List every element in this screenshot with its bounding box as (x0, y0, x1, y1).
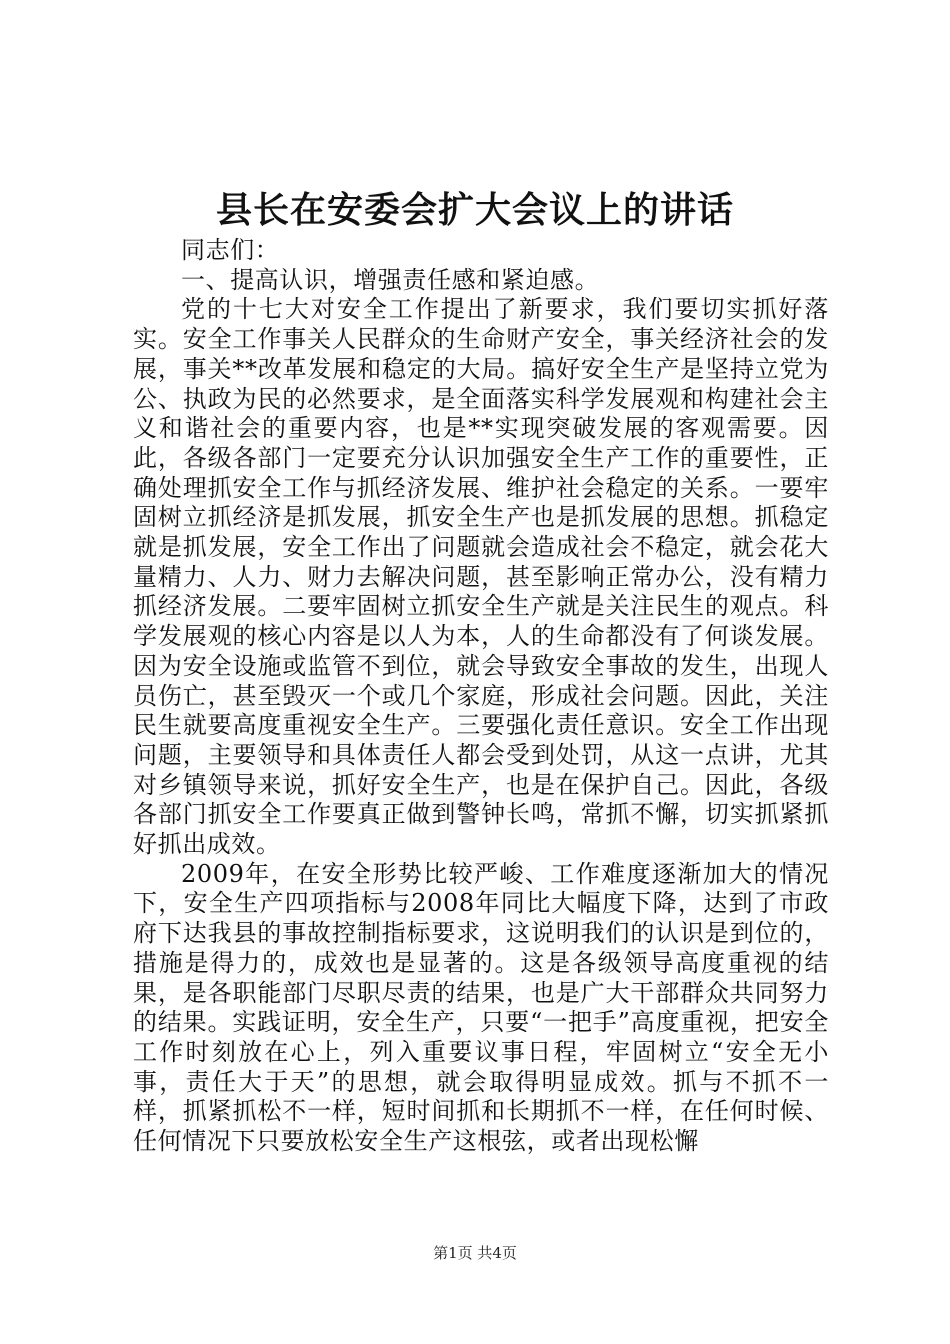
paragraph-section-heading: 一、提高认识，增强责任感和紧迫感。 (181, 265, 600, 294)
document-body (133, 236, 829, 1157)
paragraph-body: 2009年，在安全形势比较严峻、工作难度逐渐加大的情况下，安全生产四项指标与2008年同比大幅度下降，达到了市政府下达我县的事故控制指标要求，这说明我们的认识是到位的，措施是得力的，成效也是显著的。这是各级领导高度重视的结果，是各职能部门尽职尽责的结果，也是广大干部群众共同努力的结果。实践证明，安全生产，只要“一把手”高度重视，把安全工作时刻放在心上，列入重要议事日程，牢固树立“安全无小事，责任大于天”的思想，就会取得明显成效。抓与不抓不一样，抓紧抓松不一样，短时间抓和长期抓不一样，在任何时候、任何情况下只要放松安全生产这根弦，或者出现松懈 (133, 859, 829, 1156)
paragraph-body: 党的十七大对安全工作提出了新要求，我们要切实抓好落实。安全工作事关人民群众的生命财产安全，事关经济社会的发展，事关**改革发展和稳定的大局。搞好安全生产是坚持立党为公、执政为民的必然要求，是全面落实科学发展观和构建社会主义和谐社会的重要内容，也是**实现突破发展的客观需要。因此，各级各部门一定要充分认识加强安全生产工作的重要性，正确处理抓安全工作与抓经济发展、维护社会稳定的关系。一要牢固树立抓经济是抓发展，抓安全生产也是抓发展的思想。抓稳定就是抓发展，安全工作出了问题就会造成社会不稳定，就会花大量精力、人力、财力去解决问题，甚至影响正常办公，没有精力抓经济发展。二要牢固树立抓安全生产就是关注民生的观点。科学发展观的核心内容是以人为本，人的生命都没有了何谈发展。因为安全设施或监管不到位，就会导致安全事故的发生，出现人员伤亡，甚至毁灭一个或几个家庭，形成社会问题。因此，关注民生就要高度重视安全生产。三要强化责任意识。安全工作出现问题，主要领导和具体责任人都会受到处罚，从这一点讲，尤其对乡镇领导来说，抓好安全生产，也是在保护自己。因此，各级各部门抓安全工作要真正做到警钟长鸣，常抓不懈，切实抓紧抓好抓出成效。 (133, 295, 829, 859)
page-footer: 第1页 共4页 (433, 1244, 517, 1262)
paragraph-salutation: 同志们： (181, 236, 280, 264)
document-title: 县长在安委会扩大会议上的讲话 (215, 189, 734, 231)
